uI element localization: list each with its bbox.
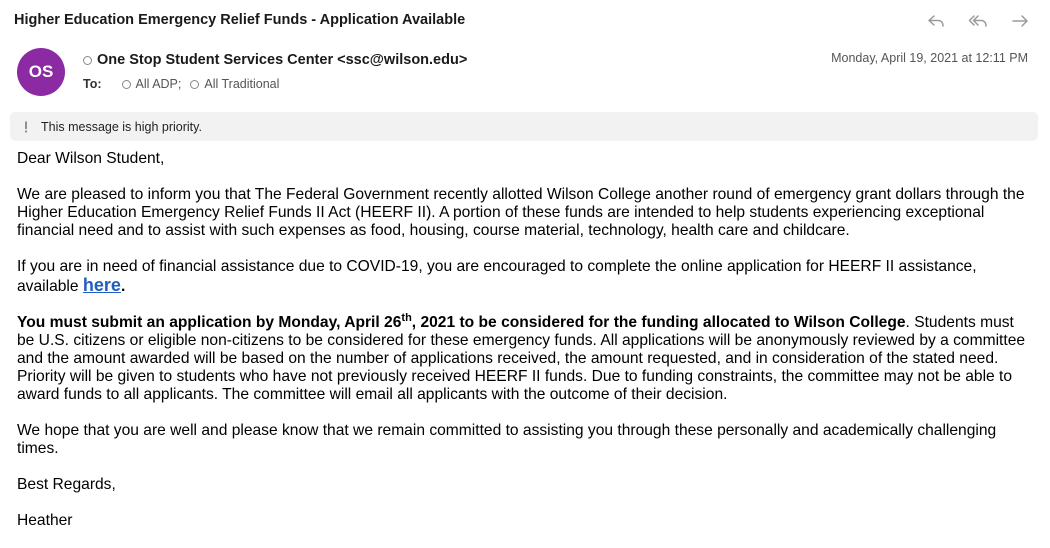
priority-banner <box>10 112 1038 141</box>
reply-button[interactable] <box>926 11 946 31</box>
sender-avatar[interactable]: OS <box>17 48 65 96</box>
message-actions <box>926 11 1030 31</box>
recipients-row <box>83 77 288 91</box>
closing: Best Regards, <box>17 476 116 493</box>
paragraph-application <box>17 258 1032 296</box>
exclamation-icon <box>20 121 32 133</box>
deadline-bold <box>17 311 906 331</box>
paragraph-deadline <box>17 311 1032 404</box>
paragraph-intro: We are pleased to inform you that The Federal Government recently allotted Wilson College another round of emergency grant dollars through the Higher Education Emergency Relief Funds II Act (HEERF II). A portion of these funds are intended to help students experiencing exceptional financial need and to assist with such expenses as food, housing, course material, technology, health care and childcare. <box>17 186 1025 239</box>
paragraph-closing: We hope that you are well and please know that we remain committed to assisting you through these personally and academically challenging times. <box>17 422 997 457</box>
application-text: If you are in need of financial assistance due to COVID-19, you are encouraged to complete the online application for HEERF II assistance, available <box>17 258 977 295</box>
email-subject: Higher Education Emergency Relief Funds - Application Available <box>14 12 466 28</box>
recipient-label: All Traditional <box>204 77 280 91</box>
deadline-sup: th <box>401 311 412 324</box>
to-label: To: <box>83 77 102 91</box>
application-link[interactable]: here <box>82 275 121 295</box>
message-date: Monday, April 19, 2021 at 12:11 PM <box>831 51 1028 65</box>
recipient-status-icon <box>190 80 199 89</box>
recipient-all-traditional[interactable] <box>190 77 279 91</box>
sender-status-icon <box>83 56 92 65</box>
sender-name[interactable]: One Stop Student Services Center <ssc@wilson.edu> <box>97 52 468 68</box>
sender-row[interactable] <box>83 52 467 68</box>
message-body <box>17 150 1032 548</box>
recipient-status-icon <box>122 80 131 89</box>
reply-icon <box>927 14 945 28</box>
eligibility-text: . Students must be U.S. citizens or eligible non-citizens to be considered for these emergency funds. All applications will be anonymously reviewed by a committee and the amount awarded will be based on the number of applications received, the amount requested, and in consideration of the stated need. Priority will be given to students who have not previously received HEERF II funds. Due to funding constraints, the committee may not be able to award funds to all applicants. The committee will email all applicants with the outcome of their decision. <box>17 314 1026 403</box>
greeting: Dear Wilson Student, <box>17 150 165 167</box>
recipient-all-adp[interactable] <box>122 77 182 91</box>
reply-all-icon <box>968 14 988 28</box>
forward-button[interactable] <box>1010 11 1030 31</box>
deadline-text-a: You must submit an application by Monday, April 26 <box>17 314 402 331</box>
priority-text: This message is high priority. <box>41 119 202 134</box>
recipient-label: All ADP; <box>135 77 182 91</box>
period: . <box>120 278 126 295</box>
deadline-text-b: , 2021 to be considered for the funding allocated to Wilson College <box>411 314 906 331</box>
reply-all-button[interactable] <box>968 11 988 31</box>
signature: Heather <box>17 512 73 529</box>
forward-icon <box>1011 14 1029 28</box>
